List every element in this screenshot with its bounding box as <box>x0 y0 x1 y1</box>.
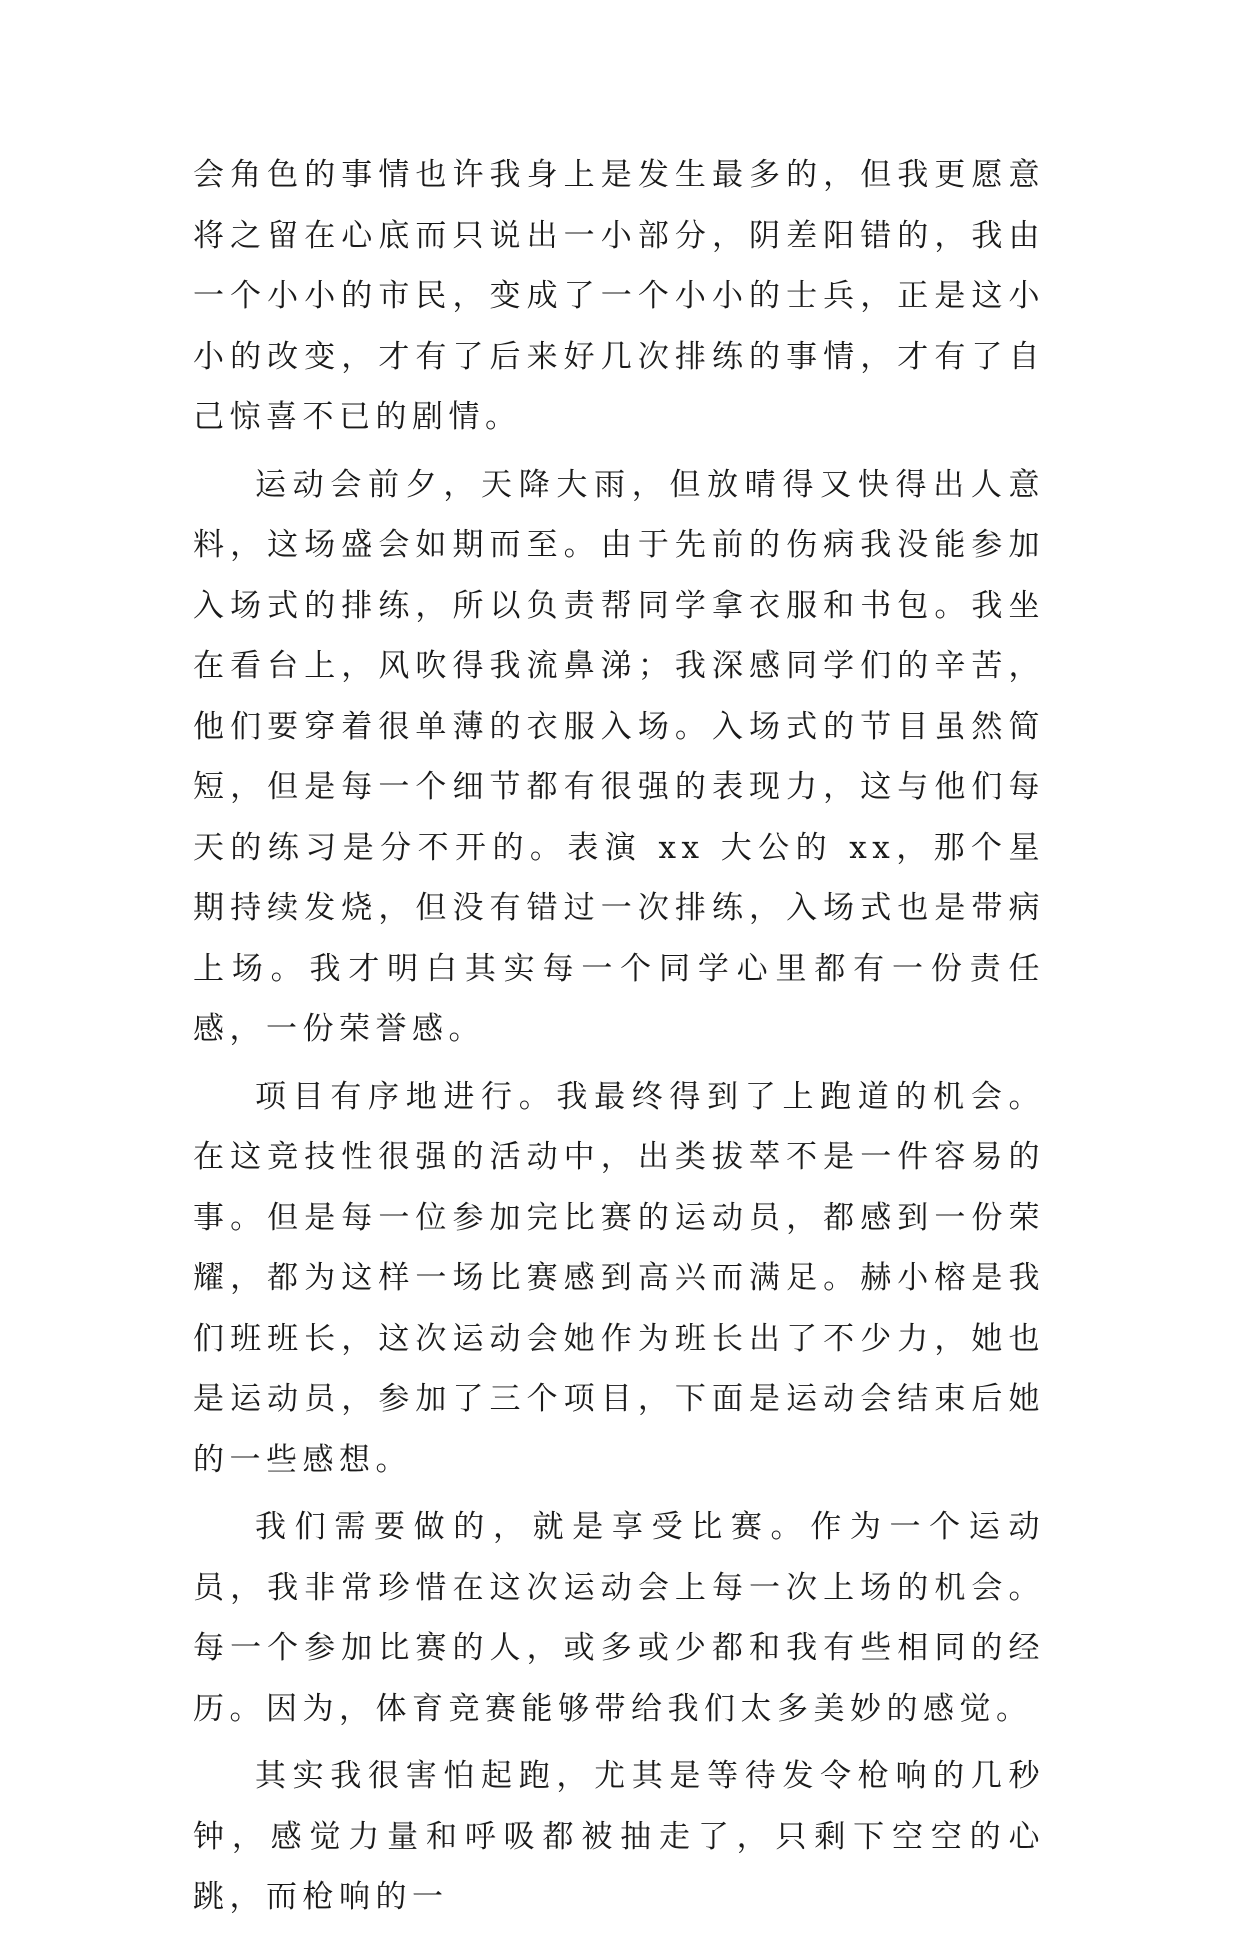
paragraph: 运动会前夕，天降大雨，但放晴得又快得出人意料，这场盛会如期而至。由于先前的伤病我没能参加入场式的排练，所以负责帮同学拿衣服和书包。我坐在看台上，风吹得我流鼻涕；我深感同学们的辛苦，他们要穿着很单薄的衣服入场。入场式的节目虽然简短，但是每一个细节都有很强的表现力，这与他们每天的练习是分不开的。表演 xx 大公的 xx，那个星期持续发烧，但没有错过一次排练，入场式也是带病上场。我才明白其实每一个同学心里都有一份责任感，一份荣誉感。 <box>193 466 1045 1047</box>
paragraph: 我们需要做的，就是享受比赛。作为一个运动员，我非常珍惜在这次运动会上每一次上场的机会。每一个参加比赛的人，或多或少都和我有些相同的经历。因为，体育竞赛能够带给我们太多美妙的感觉。 <box>193 1509 1045 1727</box>
paragraph: 项目有序地进行。我最终得到了上跑道的机会。在这竞技性很强的活动中，出类拔萃不是一件容易的事。但是每一位参加完比赛的运动员，都感到一份荣耀，都为这样一场比赛感到高兴而满足。赫小榕是我们班班长，这次运动会她作为班长出了不少力，她也是运动员，参加了三个项目，下面是运动会结束后她的一些感想。 <box>193 1078 1045 1478</box>
paragraph-continued: 会角色的事情也许我身上是发生最多的，但我更愿意将之留在心底而只说出一小部分，阴差阳错的，我由一个小小的市民，变成了一个小小的士兵，正是这小小的改变，才有了后来好几次排练的事情，才有了自己惊喜不已的剧情。 <box>193 157 1045 435</box>
body-text <box>193 145 1045 1935</box>
paragraph: 其实我很害怕起跑，尤其是等待发令枪响的几秒钟，感觉力量和呼吸都被抽走了，只剩下空空的心跳，而枪响的一 <box>193 1758 1045 1915</box>
